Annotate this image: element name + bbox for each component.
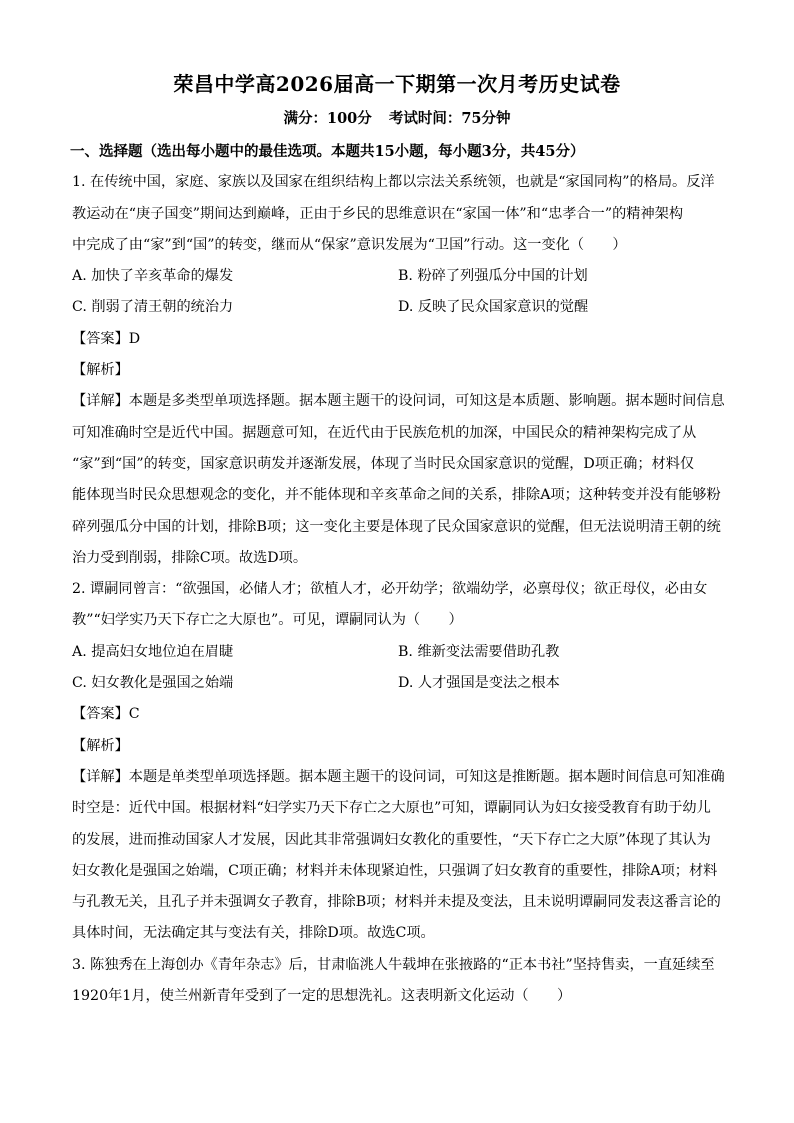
question-1	[72, 167, 724, 574]
question-3	[72, 950, 724, 1013]
exam-time: 考试时间：75分钟	[388, 110, 511, 127]
option-a: A. 加快了辛亥革命的爆发	[72, 268, 234, 285]
question-stem-line: 教”“妇学实乃天下存亡之大原也”。可见，谭嗣同认为（ ）	[72, 612, 463, 629]
exam-content	[72, 136, 724, 1012]
detail-line: 能体现当时民众思想观念的变化，并不能体现和辛亥革命之间的关系，排除A项；这种转变并没有能够粉	[72, 487, 721, 504]
detail-line: 碎列强瓜分中国的计划，排除B项；这一变化主要是体现了民众国家意识的觉醒，但无法说明清王朝的统	[72, 518, 721, 535]
detail-line: 可知准确时空是近代中国。据题意可知，在近代由于民族危机的加深，中国民众的精神架构完成了从	[72, 424, 697, 441]
option-c: C. 妇女教化是强国之始端	[72, 675, 234, 692]
question-2	[72, 574, 724, 950]
option-c: C. 削弱了清王朝的统治力	[72, 299, 234, 316]
detail-line: 具体时间，无法确定其与变法有关，排除D项。故选C项。	[72, 925, 435, 942]
exam-info	[0, 107, 794, 128]
question-stem-line: 2. 谭嗣同曾言：“欲强国，必储人才；欲植人才，必开幼学；欲端幼学，必禀母仪；欲正母仪，必由女	[72, 581, 708, 598]
detail-line: 【详解】本题是多类型单项选择题。据本题主题干的设问词，可知这是本质题、影响题。据本题时间信息	[72, 393, 725, 410]
question-stem-line: 中完成了由“家”到“国”的转变，继而从“保家”意识发展为“卫国”行动。这一变化（ ）	[72, 236, 627, 253]
answer: 【答案】C	[72, 706, 140, 723]
full-score: 满分：100分	[283, 110, 372, 127]
option-a: A. 提高妇女地位迫在眉睫	[72, 643, 234, 660]
detail-line: 与孔教无关，且孔子并未强调女子教育，排除B项；材料并未提及变法，且未说明谭嗣同发表这番言论的	[72, 894, 721, 911]
answer: 【答案】D	[72, 330, 141, 347]
question-stem-line: 1. 在传统中国，家庭、家族以及国家在组织结构上都以宗法关系统领，也就是“家国同构”的格局。反洋	[72, 174, 715, 191]
detail-line: 妇女教化是强国之始端，C项正确；材料并未体现紧迫性，只强调了妇女教育的重要性，排除A项；材料	[72, 862, 718, 879]
exam-title: 荣昌中学高2026届高一下期第一次月考历史试卷	[173, 72, 621, 96]
option-d: D. 反映了民众国家意识的觉醒	[398, 299, 589, 316]
detail-line: 治力受到削弱，排除C项。故选D项。	[72, 549, 308, 566]
analysis-label: 【解析】	[72, 737, 129, 754]
question-options	[72, 637, 724, 700]
analysis-label: 【解析】	[72, 362, 129, 379]
detail-line: 时空是：近代中国。根据材料“妇学实乃天下存亡之大原也”可知，谭嗣同认为妇女接受教育有助于幼儿	[72, 800, 711, 817]
option-d: D. 人才强国是变法之根本	[398, 675, 560, 692]
question-stem-line: 1920年1月，使兰州新青年受到了一定的思想洗礼。这表明新文化运动（ ）	[72, 988, 572, 1005]
question-options	[72, 261, 724, 324]
section-heading: 一、选择题（选出每小题中的最佳选项。本题共15小题，每小题3分，共45分）	[70, 143, 585, 160]
detail-line: 【详解】本题是单类型单项选择题。据本题主题干的设问词，可知这是推断题。据本题时间信息可知准确	[72, 768, 725, 785]
question-stem-line: 教运动在“庚子国变”期间达到巅峰，正由于乡民的思维意识在“家国一体”和“忠孝合一”的精神架构	[72, 205, 684, 222]
detail-line: 的发展，进而推动国家人才发展，因此其非常强调妇女教化的重要性，“天下存亡之大原”体现了其认为	[72, 831, 711, 848]
option-b: B. 维新变法需要借助孔教	[398, 643, 560, 660]
option-b: B. 粉碎了列强瓜分中国的计划	[398, 268, 588, 285]
detail-line: “家”到“国”的转变，国家意识萌发并逐渐发展，体现了当时民众国家意识的觉醒，D项正确；材料仅	[72, 455, 695, 472]
question-stem-line: 3. 陈独秀在上海创办《青年杂志》后，甘肃临洮人牛载坤在张掖路的“正本书社”坚持售卖，一直延续至	[72, 956, 715, 973]
